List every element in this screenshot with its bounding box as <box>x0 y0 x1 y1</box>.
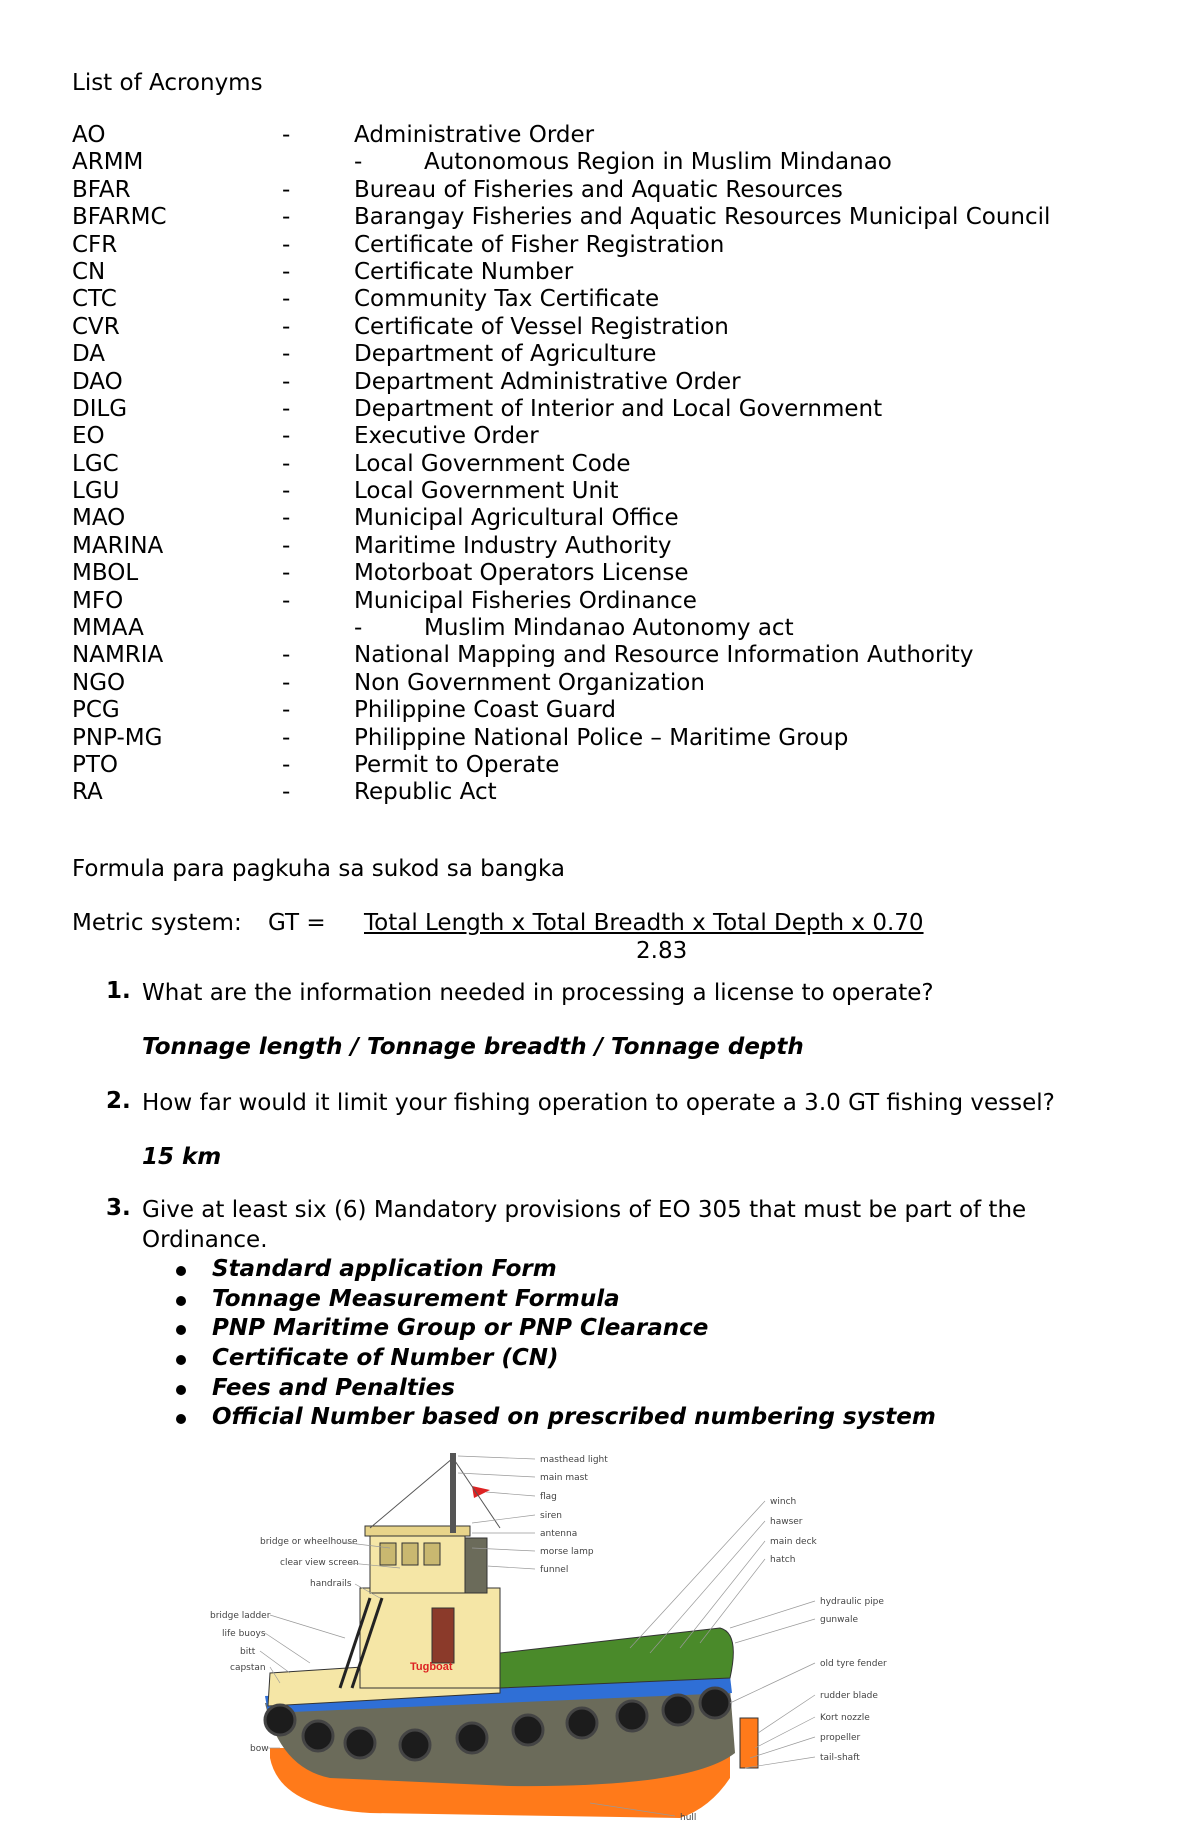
acronym-abbr: EO <box>72 423 105 450</box>
acronym-abbr: NGO <box>72 669 126 696</box>
acronym-row <box>72 560 1172 587</box>
tyre <box>265 1705 295 1735</box>
label-antenna: antenna <box>540 1529 578 1539</box>
acronym-abbr: MAO <box>72 505 126 532</box>
question-number: 1. <box>106 978 131 1004</box>
formula-equals: GT = <box>268 910 326 936</box>
bullet-icon <box>176 1414 186 1424</box>
answer-1: Tonnage length / Tonnage breadth / Tonnage depth <box>142 1034 804 1060</box>
acronym-dash: - <box>282 450 291 477</box>
question-text: What are the information needed in processing a license to operate? <box>142 980 934 1006</box>
leader-line <box>700 1559 765 1643</box>
acronym-row <box>72 314 1172 341</box>
acronym-dash: - <box>354 149 363 176</box>
acronym-dash: - <box>282 560 291 587</box>
acronym-dash: - <box>282 368 291 395</box>
labels-right <box>770 1497 887 1763</box>
acronym-definition: Administrative Order <box>354 122 595 148</box>
acronym-row <box>72 149 1172 176</box>
provisions-list <box>176 1255 1076 1433</box>
label-propeller: propeller <box>820 1733 861 1743</box>
acronym-abbr: ARMM <box>72 149 144 176</box>
acronym-abbr: DA <box>72 341 106 368</box>
leader-line <box>750 1737 815 1758</box>
acronym-abbr: DAO <box>72 368 123 395</box>
window <box>424 1543 440 1565</box>
acronym-abbr: MBOL <box>72 560 139 587</box>
label-capstan: capstan <box>230 1663 266 1673</box>
tyre <box>567 1708 597 1738</box>
acronym-definition: Certificate of Fisher Registration <box>354 231 725 258</box>
bullet-icon <box>176 1385 186 1395</box>
formula-numerator: Total Length x Total Breadth x Total Depth x 0.70 <box>364 910 924 936</box>
acronym-abbr: CVR <box>72 313 120 340</box>
acronym-dash: - <box>282 122 291 148</box>
formula-heading: Formula para pagkuha sa sukod sa bangka <box>72 856 566 882</box>
label-bitt: bitt <box>240 1647 256 1657</box>
formula-denominator: 2.83 <box>636 938 688 964</box>
acronym-row <box>72 697 1172 724</box>
acronym-row <box>72 615 1172 642</box>
acronym-dash: - <box>282 642 291 669</box>
provision-text: PNP Maritime Group or PNP Clearance <box>212 1315 709 1342</box>
acronym-row <box>72 533 1172 560</box>
acronym-dash: - <box>282 751 291 778</box>
window <box>380 1543 396 1565</box>
provision-text: Tonnage Measurement Formula <box>212 1285 620 1312</box>
acronym-definition: Community Tax Certificate <box>354 286 660 313</box>
acronym-abbr: PNP-MG <box>72 724 163 751</box>
acronym-dash: - <box>282 286 291 313</box>
tyre <box>663 1695 693 1725</box>
acronym-dash: - <box>282 478 291 505</box>
acronym-definition: Certificate Number <box>354 258 574 285</box>
tyre <box>513 1715 543 1745</box>
acronym-row <box>72 670 1172 697</box>
label-bridge-or-wheelhouse: bridge or wheelhouse <box>260 1537 358 1547</box>
label-flag: flag <box>540 1492 557 1502</box>
tugboat-diagram <box>210 1448 910 1828</box>
acronym-abbr: MFO <box>72 587 124 614</box>
acronym-abbr: PCG <box>72 697 120 724</box>
acronym-row <box>72 725 1172 752</box>
acronym-abbr: NAMRIA <box>72 642 164 669</box>
label-main-mast: main mast <box>540 1473 588 1483</box>
acronym-dash: - <box>282 313 291 340</box>
acronym-dash: - <box>282 423 291 450</box>
label-masthead-light: masthead light <box>540 1455 608 1465</box>
acronym-dash: - <box>282 231 291 258</box>
acronym-definition: Bureau of Fisheries and Aquatic Resources <box>354 176 843 203</box>
label-rudder-blade: rudder blade <box>820 1691 878 1701</box>
leader-line <box>487 1566 535 1569</box>
acronym-definition: Philippine Coast Guard <box>354 697 616 724</box>
label-funnel: funnel <box>540 1565 569 1575</box>
acronym-definition: Executive Order <box>354 423 539 450</box>
list-item <box>176 1403 1076 1433</box>
acronym-row <box>72 122 1172 149</box>
acronym-definition: Philippine National Police – Maritime Group <box>354 724 849 751</box>
acronym-row <box>72 204 1172 231</box>
acronym-abbr: AO <box>72 122 106 148</box>
bullet-icon <box>176 1325 186 1335</box>
acronym-dash: - <box>282 779 291 806</box>
acronym-definition: Department Administrative Order <box>354 368 741 395</box>
rudder-blade <box>740 1718 758 1768</box>
answer-2: 15 km <box>142 1144 222 1170</box>
leader-line <box>270 1615 345 1638</box>
acronym-dash: - <box>282 258 291 285</box>
acronym-abbr: CN <box>72 258 106 285</box>
acronym-dash: - <box>354 615 363 642</box>
acronym-row <box>72 752 1172 779</box>
rigging <box>370 1458 453 1528</box>
acronym-dash: - <box>282 341 291 368</box>
bullet-icon <box>176 1355 186 1365</box>
label-winch: winch <box>770 1497 797 1507</box>
leader-line <box>458 1456 535 1459</box>
acronym-dash: - <box>282 697 291 724</box>
leader-line <box>265 1633 310 1663</box>
leader-line <box>486 1492 535 1496</box>
list-item <box>176 1255 1076 1285</box>
leader-line <box>730 1601 815 1628</box>
acronym-abbr: MARINA <box>72 532 164 559</box>
acronym-definition: Municipal Fisheries Ordinance <box>354 587 697 614</box>
acronym-row <box>72 423 1172 450</box>
acronym-dash: - <box>282 587 291 614</box>
acronym-definition: Department of Interior and Local Government <box>354 395 883 422</box>
acronym-definition: Republic Act <box>354 779 497 806</box>
acronym-list <box>72 122 1172 807</box>
formula-label: Metric system: <box>72 910 242 936</box>
leader-line <box>458 1473 535 1477</box>
acronym-row <box>72 588 1172 615</box>
list-item <box>176 1374 1076 1404</box>
tyre <box>345 1728 375 1758</box>
funnel <box>465 1538 487 1593</box>
list-item <box>176 1344 1076 1374</box>
acronym-abbr: LGC <box>72 450 119 477</box>
provision-text: Standard application Form <box>212 1256 557 1282</box>
main-mast <box>450 1453 456 1533</box>
tyre <box>617 1701 647 1731</box>
provision-text: Certificate of Number (CN) <box>212 1345 559 1372</box>
acronym-dash: - <box>282 176 291 203</box>
label-siren: siren <box>540 1511 562 1521</box>
acronym-definition: Municipal Agricultural Office <box>354 505 679 532</box>
label-gunwale: gunwale <box>820 1615 859 1625</box>
label-main-deck: main deck <box>770 1537 817 1547</box>
acronym-definition: Motorboat Operators License <box>354 560 689 587</box>
acronym-row <box>72 505 1172 532</box>
acronym-definition: Local Government Code <box>354 450 631 477</box>
acronym-row <box>72 451 1172 478</box>
tyre <box>457 1723 487 1753</box>
acronym-abbr: RA <box>72 779 103 806</box>
acronym-definition: Maritime Industry Authority <box>354 532 672 559</box>
acronym-abbr: LGU <box>72 478 120 505</box>
question-number: 3. <box>106 1195 131 1221</box>
label-morse-lamp: morse lamp <box>540 1547 594 1557</box>
label-clear-view-screen: clear view screen <box>280 1558 359 1568</box>
boat-name: Tugboat <box>410 1661 453 1673</box>
acronym-dash: - <box>282 532 291 559</box>
tyre <box>400 1730 430 1760</box>
acronym-definition: Muslim Mindanao Autonomy act <box>424 615 794 642</box>
label-hydraulic-pipe: hydraulic pipe <box>820 1597 884 1607</box>
acronym-row <box>72 341 1172 368</box>
list-item <box>176 1285 1076 1315</box>
acronym-definition: Barangay Fisheries and Aquatic Resources Municipal Council <box>354 204 1051 231</box>
acronym-row <box>72 478 1172 505</box>
acronym-definition: Non Government Organization <box>354 669 705 696</box>
tyre <box>700 1688 730 1718</box>
leader-line <box>755 1717 815 1748</box>
rigging <box>453 1458 500 1528</box>
page-title: List of Acronyms <box>72 70 263 96</box>
acronym-row <box>72 396 1172 423</box>
acronym-dash: - <box>282 724 291 751</box>
label-hawser: hawser <box>770 1517 803 1527</box>
acronym-row <box>72 369 1172 396</box>
label-bow: bow <box>250 1744 269 1754</box>
label-hatch: hatch <box>770 1555 796 1565</box>
acronym-definition: Certificate of Vessel Registration <box>354 313 729 340</box>
question-text: How far would it limit your fishing operation to operate a 3.0 GT fishing vessel? <box>142 1090 1055 1116</box>
deck <box>500 1628 733 1688</box>
acronym-row <box>72 779 1172 806</box>
acronym-definition: Autonomous Region in Muslim Mindanao <box>424 149 892 176</box>
acronym-dash: - <box>282 395 291 422</box>
tyre <box>303 1721 333 1751</box>
question-number: 2. <box>106 1088 131 1114</box>
door <box>432 1608 454 1663</box>
label-handrails: handrails <box>310 1579 352 1589</box>
acronym-row <box>72 232 1172 259</box>
acronym-abbr: CTC <box>72 286 117 313</box>
labels-top <box>540 1455 608 1575</box>
leader-line <box>758 1695 815 1733</box>
label-life-buoys: life buoys <box>222 1629 266 1639</box>
label-kort-nozzle: Kort nozzle <box>820 1713 870 1723</box>
acronym-dash: - <box>282 669 291 696</box>
leader-line <box>472 1515 535 1523</box>
acronym-abbr: DILG <box>72 395 128 422</box>
acronym-definition: Local Government Unit <box>354 478 619 505</box>
list-item <box>176 1314 1076 1344</box>
leader-line <box>730 1663 815 1703</box>
acronym-definition: National Mapping and Resource Information Authority <box>354 642 974 669</box>
acronym-dash: - <box>282 505 291 532</box>
provision-text: Fees and Penalties <box>212 1374 455 1401</box>
label-bridge-ladder: bridge ladder <box>210 1611 271 1621</box>
label-old-tyre-fender: old tyre fender <box>820 1659 887 1669</box>
label-hull: hull <box>680 1813 697 1823</box>
acronym-abbr: MMAA <box>72 615 144 642</box>
label-tail-shaft: tail-shaft <box>820 1753 860 1763</box>
acronym-row <box>72 642 1172 669</box>
question-text: Give at least six (6) Mandatory provisions of EO 305 that must be part of the Ordinance. <box>142 1197 1027 1253</box>
acronym-row <box>72 177 1172 204</box>
acronym-abbr: BFAR <box>72 176 131 203</box>
acronym-definition: Department of Agriculture <box>354 341 657 368</box>
acronym-row <box>72 286 1172 313</box>
acronym-abbr: CFR <box>72 231 118 258</box>
acronym-abbr: BFARMC <box>72 204 167 231</box>
provision-text: Official Number based on prescribed numbering system <box>212 1404 936 1431</box>
acronym-abbr: PTO <box>72 751 119 778</box>
acronym-row <box>72 259 1172 286</box>
bullet-icon <box>176 1266 186 1276</box>
window <box>402 1543 418 1565</box>
bullet-icon <box>176 1296 186 1306</box>
acronym-dash: - <box>282 204 291 231</box>
acronym-definition: Permit to Operate <box>354 751 560 778</box>
